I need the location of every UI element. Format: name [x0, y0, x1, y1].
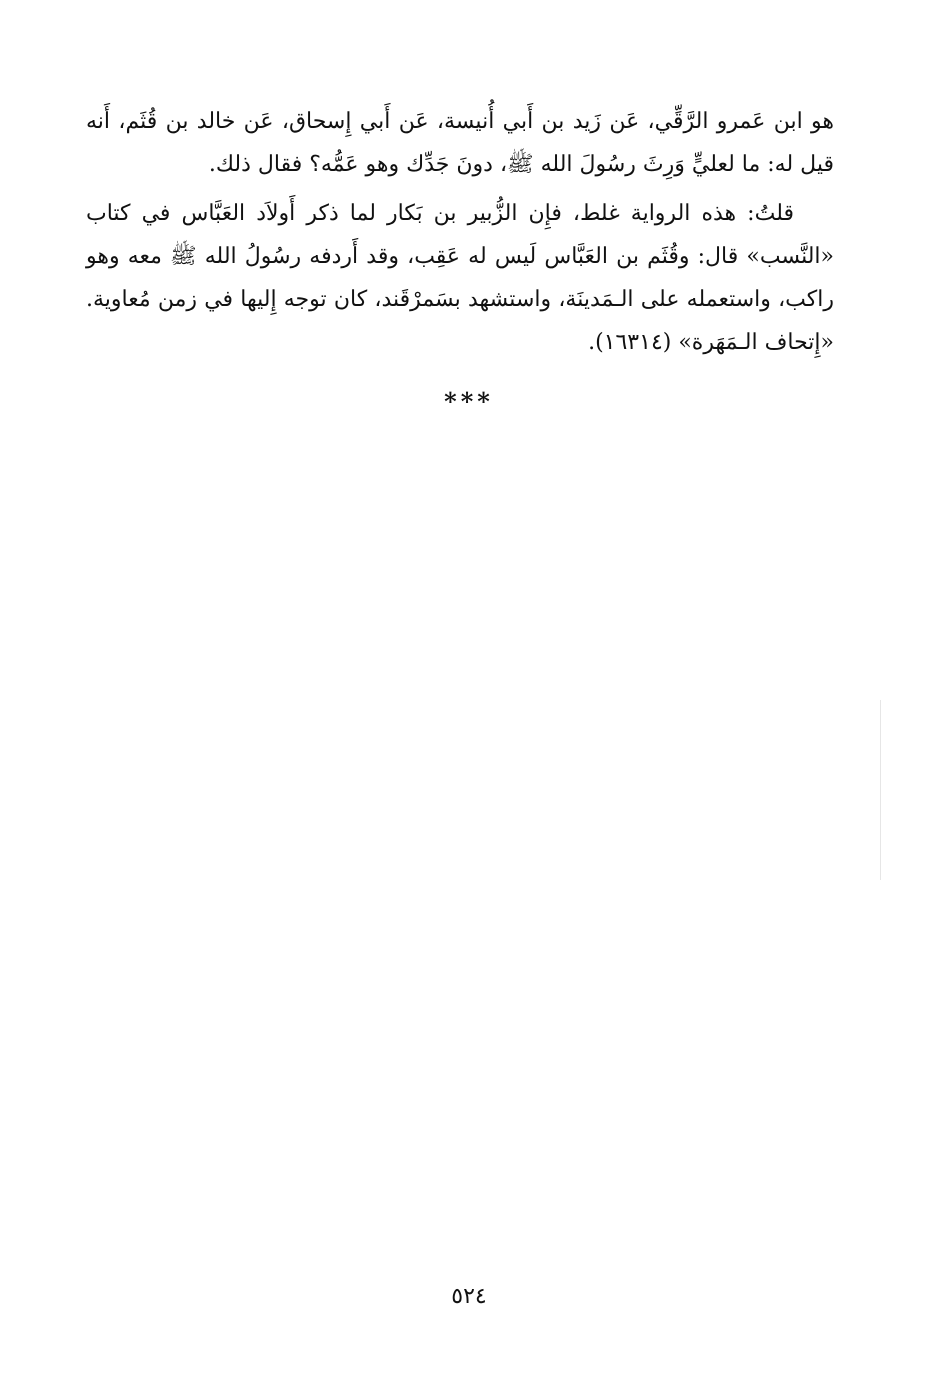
section-separator: *** — [444, 387, 494, 416]
page-number: ٥٢٤ — [451, 1284, 487, 1309]
scan-artifact-line — [880, 700, 881, 880]
paragraph-2: قلتُ: هذه الرواية غلط، فإِن الزُّبير بن بَكار لما ذكر أَولاَد العَبَّاس في كتاب «النَّسب» قال: وقُثَم بن العَبَّاس لَيس له عَقِب، وقد أَردفه رسُولُ الله ﷺ معه وهو راكب، واستعمله على الـمَدينَة، واستشهد بسَمرْقَند، كان توجه إِليها في زمن مُعاوية. «إِتحاف الـمَهَرة» (١٦٣١٤). — [86, 201, 834, 355]
body-text — [86, 100, 834, 364]
paragraph-1: هو ابن عَمرو الرَّقِّي، عَن زَيد بن أَبي أُنيسة، عَن أَبي إِسحاق، عَن خالد بن قُثَم، أَنه قيل له: ما لعليٍّ وَرِثَ رسُولَ الله ﷺ، دونَ جَدِّك وهو عَمُّه؟ فقال ذلك. — [86, 109, 834, 177]
